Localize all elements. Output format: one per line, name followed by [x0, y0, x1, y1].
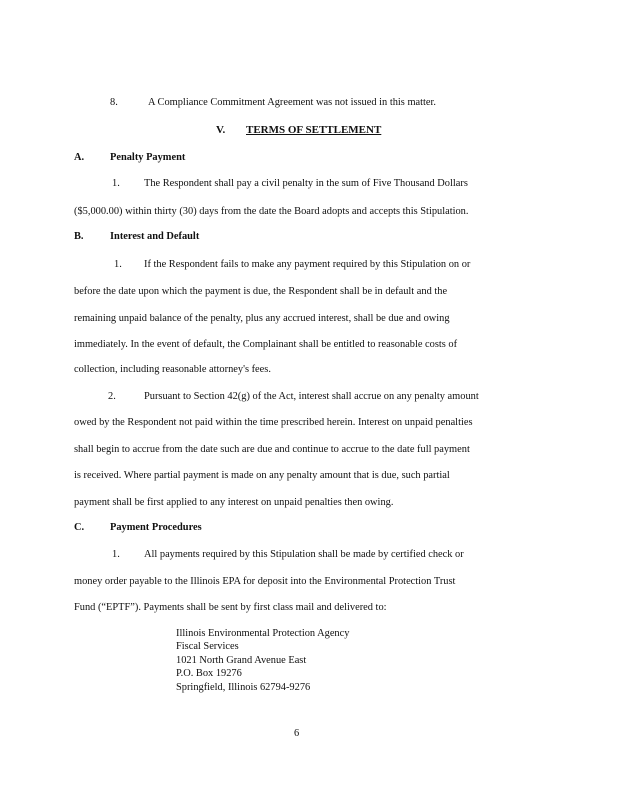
subsection-letter: B. — [74, 231, 84, 242]
paragraph-c1-line-2: money order payable to the Illinois EPA for deposit into the Environmental Protection Trust — [74, 576, 456, 587]
paragraph-b1-line-4: immediately. In the event of default, the Complainant shall be entitled to reasonable costs of — [74, 339, 458, 350]
section-heading — [216, 124, 381, 137]
paragraph-text: If the Respondent fails to make any payment required by this Stipulation on or — [144, 259, 471, 270]
paragraph-b1-line-1 — [74, 258, 544, 271]
paragraph-number: 2. — [108, 391, 116, 402]
paragraph-b2-line-4: is received. Where partial payment is made on any penalty amount that is due, such partial — [74, 470, 450, 481]
paragraph-a1-line-2: ($5,000.00) within thirty (30) days from the date the Board adopts and accepts this Stipulation. — [74, 206, 469, 217]
paragraph-b2-line-3: shall begin to accrue from the date such are due and continue to accrue to the date full payment — [74, 444, 470, 455]
address-line: Illinois Environmental Protection Agency — [176, 628, 350, 639]
paragraph-c1-line-3: Fund (“EPTF”). Payments shall be sent by first class mail and delivered to: — [74, 602, 387, 613]
paragraph-number: 8. — [110, 97, 118, 108]
paragraph-b1-line-5: collection, including reasonable attorney's fees. — [74, 364, 271, 375]
paragraph-b2-line-2: owed by the Respondent not paid within the time prescribed herein. Interest on unpaid penalties — [74, 417, 473, 428]
paragraph-text: Pursuant to Section 42(g) of the Act, interest shall accrue on any penalty amount — [144, 391, 479, 402]
subsection-title: Payment Procedures — [110, 522, 202, 533]
paragraph-number: 1. — [114, 259, 122, 270]
paragraph-c1-line-1 — [74, 548, 544, 561]
paragraph-text: All payments required by this Stipulation shall be made by certified check or — [144, 549, 464, 560]
paragraph-number: 1. — [112, 549, 120, 560]
section-roman-numeral: V. — [216, 124, 226, 136]
paragraph-b1-line-2: before the date upon which the payment is due, the Respondent shall be in default and the — [74, 286, 448, 297]
paragraph-a1-line-1 — [74, 177, 544, 190]
subsection-title: Penalty Payment — [110, 152, 186, 163]
address-line: Fiscal Services — [176, 641, 239, 652]
paragraph-b2-line-5: payment shall be first applied to any interest on unpaid penalties then owing. — [74, 497, 394, 508]
paragraph-number: 1. — [112, 178, 120, 189]
subsection-letter: C. — [74, 522, 85, 533]
paragraph-text: A Compliance Commitment Agreement was not issued in this matter. — [148, 97, 437, 108]
address-line: Springfield, Illinois 62794-9276 — [176, 682, 311, 693]
address-line: 1021 North Grand Avenue East — [176, 655, 307, 666]
paragraph-b2-line-1 — [74, 390, 544, 403]
section-title: TERMS OF SETTLEMENT — [246, 124, 382, 136]
subsection-title: Interest and Default — [110, 231, 200, 242]
subsection-letter: A. — [74, 152, 85, 163]
paragraph-text: The Respondent shall pay a civil penalty in the sum of Five Thousand Dollars — [144, 178, 468, 189]
address-line: P.O. Box 19276 — [176, 668, 242, 679]
page-number: 6 — [294, 728, 300, 739]
paragraph-b1-line-3: remaining unpaid balance of the penalty, plus any accrued interest, shall be due and owing — [74, 313, 450, 324]
paragraph-8 — [74, 96, 544, 109]
